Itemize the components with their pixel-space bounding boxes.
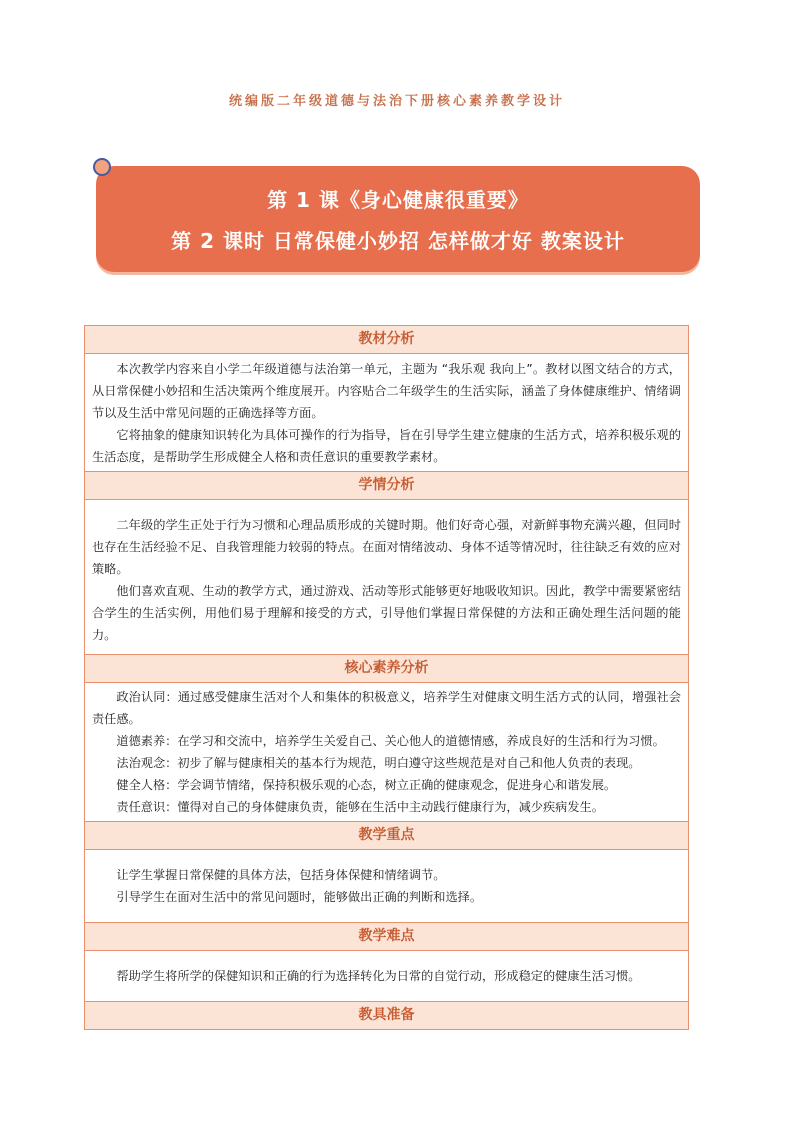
section-title-textbook-analysis: 教材分析 [85, 326, 688, 354]
paragraph: 让学生掌握日常保健的具体方法，包括身体保健和情绪调节。 [116, 868, 446, 882]
section-title-teaching-aids: 教具准备 [85, 1002, 688, 1029]
section-body-difficulties [85, 951, 688, 1002]
paragraph: 帮助学生将所学的保健知识和正确的行为选择转化为日常的自觉行动，形成稳定的健康生活习惯。 [116, 969, 641, 983]
section-body-student-analysis [85, 500, 688, 655]
section-body-textbook-analysis [85, 354, 688, 472]
paragraph: 他们喜欢直观、生动的教学方式，通过游戏、活动等形式能够更好地吸收知识。因此，教学中需要紧密结合学生的生活实例，用他们易于理解和接受的方式，引导他们掌握日常保健的方法和正确处理生活问题的能力。 [92, 584, 681, 642]
paragraph: 它将抽象的健康知识转化为具体可操作的行为指导，旨在引导学生建立健康的生活方式，培养积极乐观的生活态度，是帮助学生形成健全人格和责任意识的重要教学素材。 [92, 428, 681, 464]
paragraph: 道德素养：在学习和交流中，培养学生关爱自己、关心他人的道德情感，养成良好的生活和行为习惯。 [116, 734, 665, 748]
section-body-key-points [85, 850, 688, 923]
paragraph: 政治认同：通过感受健康生活对个人和集体的积极意义，培养学生对健康文明生活方式的认同，增强社会责任感。 [92, 690, 681, 726]
paragraph: 健全人格：学会调节情绪，保持积极乐观的心态，树立正确的健康观念，促进身心和谐发展。 [116, 778, 617, 792]
title-banner [96, 166, 700, 272]
document-header: 统编版二年级道德与法治下册核心素养教学设计 [228, 94, 565, 109]
section-body-core-literacy [85, 683, 688, 822]
section-title-student-analysis: 学情分析 [85, 472, 688, 500]
lesson-title: 第 1 课《身心健康很重要》 [267, 188, 529, 212]
paragraph: 法治观念：初步了解与健康相关的基本行为规范，明白遵守这些规范是对自己和他人负责的表现。 [116, 756, 641, 770]
paragraph: 二年级的学生正处于行为习惯和心理品质形成的关键时期。他们好奇心强，对新鲜事物充满兴趣，但同时也存在生活经验不足、自我管理能力较弱的特点。在面对情绪波动、身体不适等情况时，往往缺乏有效的应对策略。 [92, 518, 681, 576]
decorative-dot-icon [93, 158, 111, 176]
lesson-plan-table [84, 325, 689, 1030]
lesson-subtitle: 第 2 课时 日常保健小妙招 怎样做才好 教案设计 [171, 229, 625, 253]
paragraph: 本次教学内容来自小学二年级道德与法治第一单元，主题为 “我乐观 我向上”。教材以图文结合的方式，从日常保健小妙招和生活决策两个维度展开。内容贴合二年级学生的生活实际，涵盖了身体健康维护、情绪调节以及生活中常见问题的正确选择等方面。 [92, 362, 681, 420]
section-title-core-literacy: 核心素养分析 [85, 655, 688, 683]
section-title-key-points: 教学重点 [85, 822, 688, 850]
paragraph: 引导学生在面对生活中的常见问题时，能够做出正确的判断和选择。 [116, 890, 483, 904]
section-title-difficulties: 教学难点 [85, 923, 688, 951]
paragraph: 责任意识：懂得对自己的身体健康负责，能够在生活中主动践行健康行为，减少疾病发生。 [116, 800, 604, 814]
